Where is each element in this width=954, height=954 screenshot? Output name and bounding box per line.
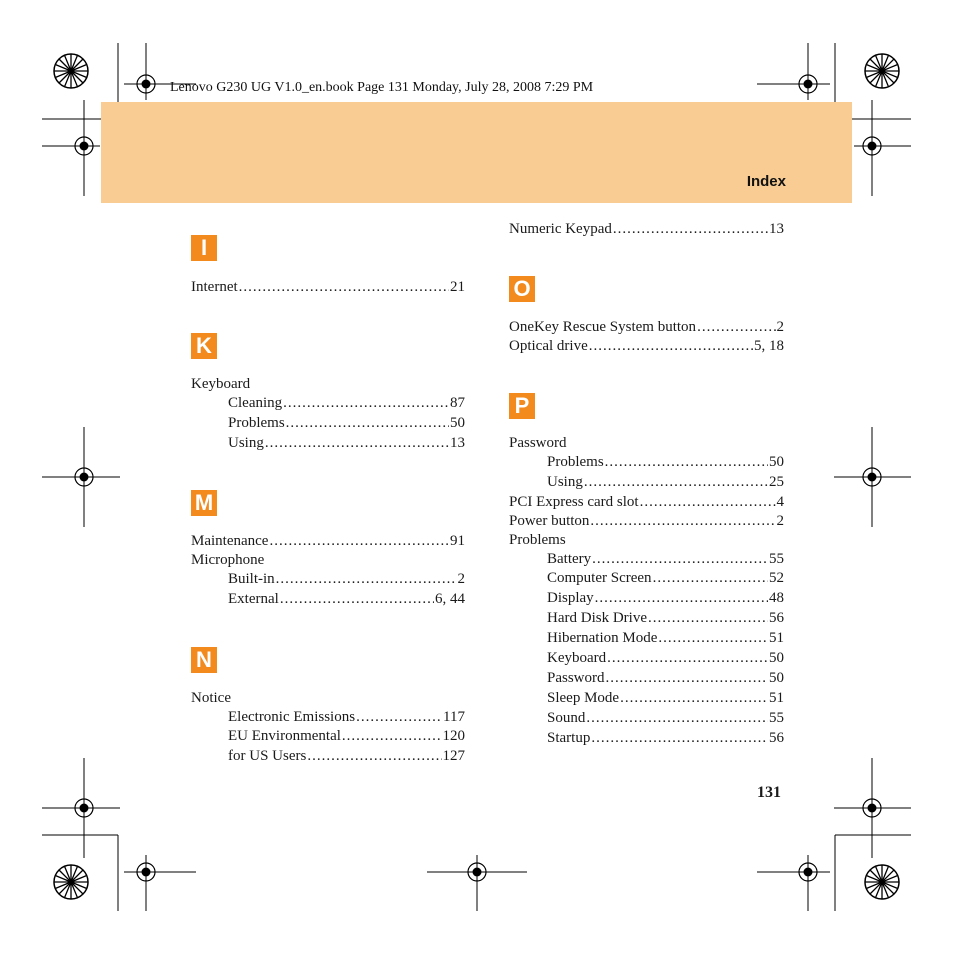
dot-leader [620,689,768,708]
index-page: 55 [769,551,784,567]
dot-leader [586,709,768,728]
index-page: 91 [450,533,465,549]
index-page: 87 [450,395,465,411]
index-page: 51 [769,630,784,646]
index-page: 117 [443,709,465,725]
index-subentry[interactable] [547,569,784,588]
index-heading[interactable]: Password [509,435,567,451]
dot-leader [606,669,768,688]
index-term: Display [547,590,594,606]
dot-leader [589,337,753,356]
page-number: 131 [757,784,781,801]
index-term: Sleep Mode [547,690,620,706]
section-letter-o: O [509,276,535,302]
index-subentry[interactable] [547,473,784,492]
index-page: 50 [769,650,784,666]
index-page: 56 [769,730,784,746]
page-header-band [101,102,852,203]
dot-leader [648,609,768,628]
dot-leader [613,220,768,239]
index-entry[interactable] [191,278,465,297]
index-heading[interactable]: Notice [191,690,231,706]
index-subentry[interactable] [228,434,465,453]
index-term: Numeric Keypad [509,221,612,237]
index-entry[interactable] [191,532,465,551]
index-entry[interactable] [509,337,784,356]
index-term: for US Users [228,748,307,764]
index-page: 2 [776,513,784,529]
dot-leader [591,729,768,748]
index-page: 56 [769,610,784,626]
index-term: EU Environmental [228,728,341,744]
index-term: Internet [191,279,238,295]
index-page: 51 [769,690,784,706]
index-term: Using [547,474,583,490]
dot-leader [584,473,768,492]
index-term: Electronic Emissions [228,709,356,725]
index-term: OneKey Rescue System button [509,319,697,335]
section-letter-p: P [509,393,535,419]
index-page: 50 [450,415,465,431]
index-subentry[interactable] [547,649,784,668]
index-subentry[interactable] [547,669,784,688]
index-subentry[interactable] [228,394,465,413]
index-term: Cleaning [228,395,283,411]
dot-leader [283,394,449,413]
index-term: Startup [547,730,591,746]
dot-leader [595,589,768,608]
dot-leader [607,649,768,668]
index-entry[interactable] [509,220,784,239]
dot-leader [239,278,449,297]
index-page: 55 [769,710,784,726]
index-subentry[interactable] [228,708,465,727]
dot-leader [286,414,449,433]
index-page: 13 [450,435,465,451]
index-subentry[interactable] [547,689,784,708]
dot-leader [658,629,768,648]
index-subentry[interactable] [547,589,784,608]
index-page: 52 [769,570,784,586]
index-term: Optical drive [509,338,588,354]
page-title: Index [746,173,786,190]
index-term: Computer Screen [547,570,652,586]
index-term: Problems [228,415,285,431]
index-heading[interactable]: Keyboard [191,376,251,392]
index-term: Password [547,670,605,686]
index-page: 50 [769,454,784,470]
index-page: 13 [769,221,784,237]
section-letter-m: M [191,490,217,516]
dot-leader [307,747,441,766]
index-page: 2 [776,319,784,335]
dot-leader [590,512,775,531]
index-subentry[interactable] [228,570,465,589]
index-subentry[interactable] [228,414,465,433]
index-heading[interactable]: Problems [509,532,566,548]
dot-leader [697,318,775,337]
section-letter-n: N [191,647,217,673]
index-page: 25 [769,474,784,490]
index-subentry[interactable] [547,609,784,628]
dot-leader [280,590,434,609]
index-subentry[interactable] [228,727,465,746]
section-letter-k: K [191,333,217,359]
index-term: Hibernation Mode [547,630,658,646]
index-term: Power button [509,513,590,529]
index-page: 5, 18 [754,338,784,354]
index-page: 120 [442,728,465,744]
index-subentry[interactable] [547,729,784,748]
dot-leader [356,708,442,727]
index-term: Hard Disk Drive [547,610,647,626]
index-term: Problems [547,454,604,470]
index-term: External [228,591,279,607]
index-subentry[interactable] [547,550,784,569]
index-heading[interactable]: Microphone [191,552,265,568]
index-term: Using [228,435,264,451]
index-page: 2 [457,571,465,587]
index-page: 48 [769,590,784,606]
dot-leader [653,569,768,588]
index-term: Built-in [228,571,275,587]
index-entry[interactable] [509,318,784,337]
dot-leader [592,550,768,569]
dot-leader [605,453,768,472]
index-entry[interactable] [509,493,784,512]
dot-leader [269,532,449,551]
index-entry[interactable] [509,512,784,531]
index-subentry[interactable] [547,629,784,648]
dot-leader [342,727,442,746]
index-term: PCI Express card slot [509,494,639,510]
dot-leader [640,493,776,512]
index-page: 50 [769,670,784,686]
section-letter-i: I [191,235,217,261]
index-page: 4 [776,494,784,510]
index-term: Maintenance [191,533,269,549]
index-subentry[interactable] [547,453,784,472]
index-page: 21 [450,279,465,295]
index-subentry[interactable] [228,590,465,609]
book-slug-line: Lenovo G230 UG V1.0_en.book Page 131 Monday, July 28, 2008 7:29 PM [170,80,594,95]
index-term: Keyboard [547,650,607,666]
index-subentry[interactable] [228,747,465,766]
dot-leader [265,434,449,453]
index-term: Battery [547,551,592,567]
index-page: 6, 44 [435,591,465,607]
index-term: Sound [547,710,586,726]
index-subentry[interactable] [547,709,784,728]
dot-leader [276,570,457,589]
index-page: 127 [442,748,465,764]
